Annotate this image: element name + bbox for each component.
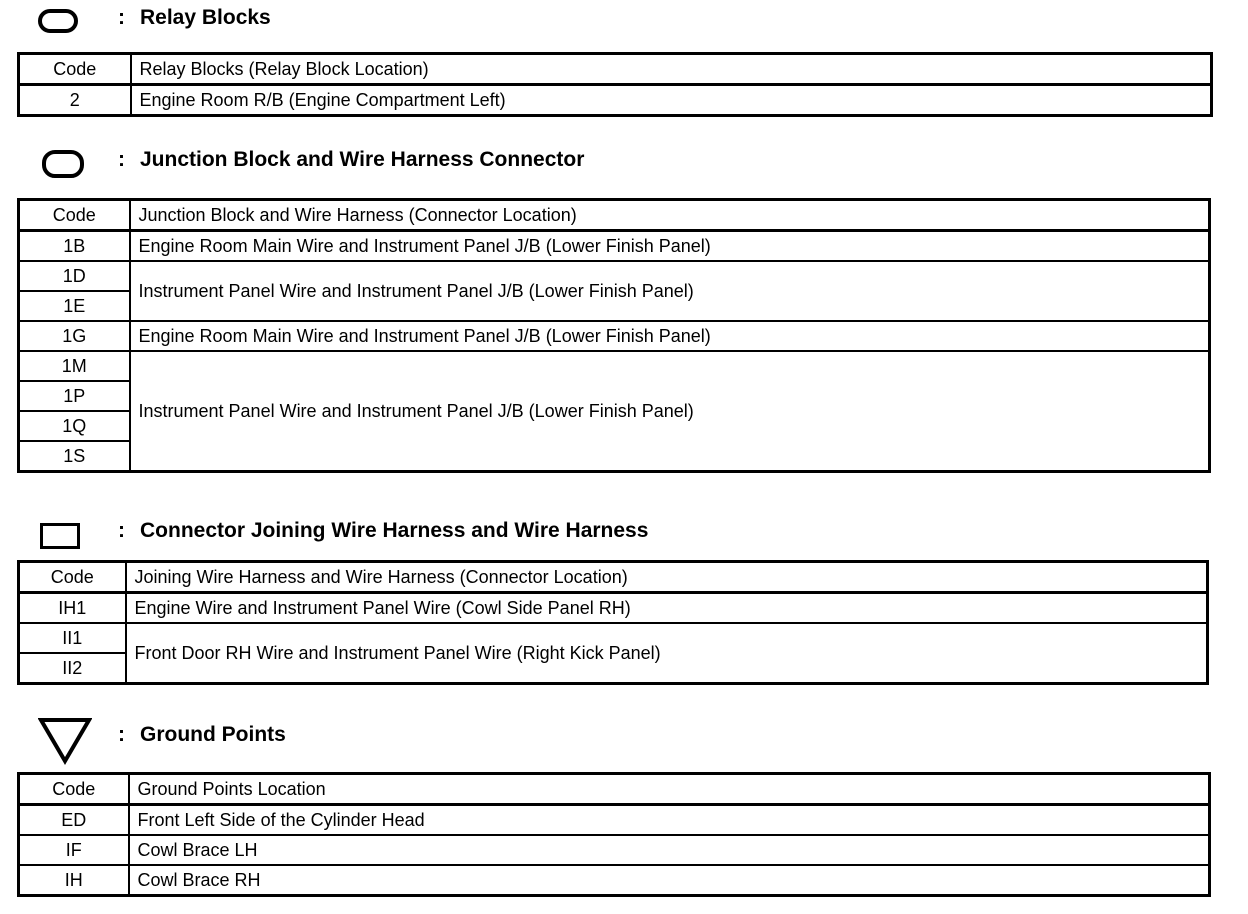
connector-symbol-icon [40,523,80,549]
code-cell: ED [19,805,129,836]
code-header: Code [19,774,129,805]
table-row [19,805,1210,836]
connector-header [0,513,1248,553]
location-header: Relay Blocks (Relay Block Location) [131,54,1212,85]
connector-table [17,560,1209,685]
ground-points-header [0,717,1248,757]
location-cell: Cowl Brace RH [129,865,1210,896]
junction-block-table [17,198,1211,473]
table-header-row [19,200,1210,231]
code-cell: IH1 [19,593,126,624]
section-title: Relay Blocks [140,6,271,29]
code-cell: II2 [19,653,126,684]
junction-block-header [0,142,1248,182]
code-cell: IH [19,865,129,896]
code-cell: 1E [19,291,130,321]
section-colon: : [118,723,125,746]
table-row [19,351,1210,381]
table-row [19,231,1210,262]
section-colon: : [118,148,125,171]
relay-blocks-table [17,52,1213,117]
table-row [19,321,1210,351]
code-header: Code [19,562,126,593]
relay-blocks-header [0,0,1248,40]
location-header: Joining Wire Harness and Wire Harness (Connector Location) [126,562,1208,593]
table-header-row [19,562,1208,593]
junction-block-symbol-icon [42,150,84,178]
relay-block-symbol-icon [38,9,78,33]
table-row [19,85,1212,116]
location-header: Junction Block and Wire Harness (Connector Location) [130,200,1210,231]
location-cell: Engine Room R/B (Engine Compartment Left) [131,85,1212,116]
section-title: Connector Joining Wire Harness and Wire Harness [140,519,649,542]
code-header: Code [19,54,131,85]
code-cell: 1D [19,261,130,291]
location-cell: Instrument Panel Wire and Instrument Panel J/B (Lower Finish Panel) [130,351,1210,472]
location-cell: Instrument Panel Wire and Instrument Panel J/B (Lower Finish Panel) [130,261,1210,321]
ground-point-symbol-icon [38,717,92,765]
code-cell: 2 [19,85,131,116]
section-title: Ground Points [140,723,286,746]
location-cell: Engine Wire and Instrument Panel Wire (Cowl Side Panel RH) [126,593,1208,624]
code-cell: 1G [19,321,130,351]
table-row [19,835,1210,865]
table-header-row [19,774,1210,805]
section-colon: : [118,519,125,542]
code-cell: II1 [19,623,126,653]
code-cell: 1S [19,441,130,472]
ground-points-table [17,772,1211,897]
location-cell: Front Left Side of the Cylinder Head [129,805,1210,836]
location-cell: Cowl Brace LH [129,835,1210,865]
location-cell: Engine Room Main Wire and Instrument Panel J/B (Lower Finish Panel) [130,231,1210,262]
location-header: Ground Points Location [129,774,1210,805]
code-cell: 1P [19,381,130,411]
location-cell: Engine Room Main Wire and Instrument Panel J/B (Lower Finish Panel) [130,321,1210,351]
section-title: Junction Block and Wire Harness Connector [140,148,585,171]
table-row [19,623,1208,653]
code-cell: 1Q [19,411,130,441]
table-row [19,865,1210,896]
code-header: Code [19,200,130,231]
location-cell: Front Door RH Wire and Instrument Panel Wire (Right Kick Panel) [126,623,1208,684]
code-cell: IF [19,835,129,865]
table-row [19,593,1208,624]
code-cell: 1B [19,231,130,262]
table-row [19,261,1210,291]
table-header-row [19,54,1212,85]
code-cell: 1M [19,351,130,381]
section-colon: : [118,6,125,29]
